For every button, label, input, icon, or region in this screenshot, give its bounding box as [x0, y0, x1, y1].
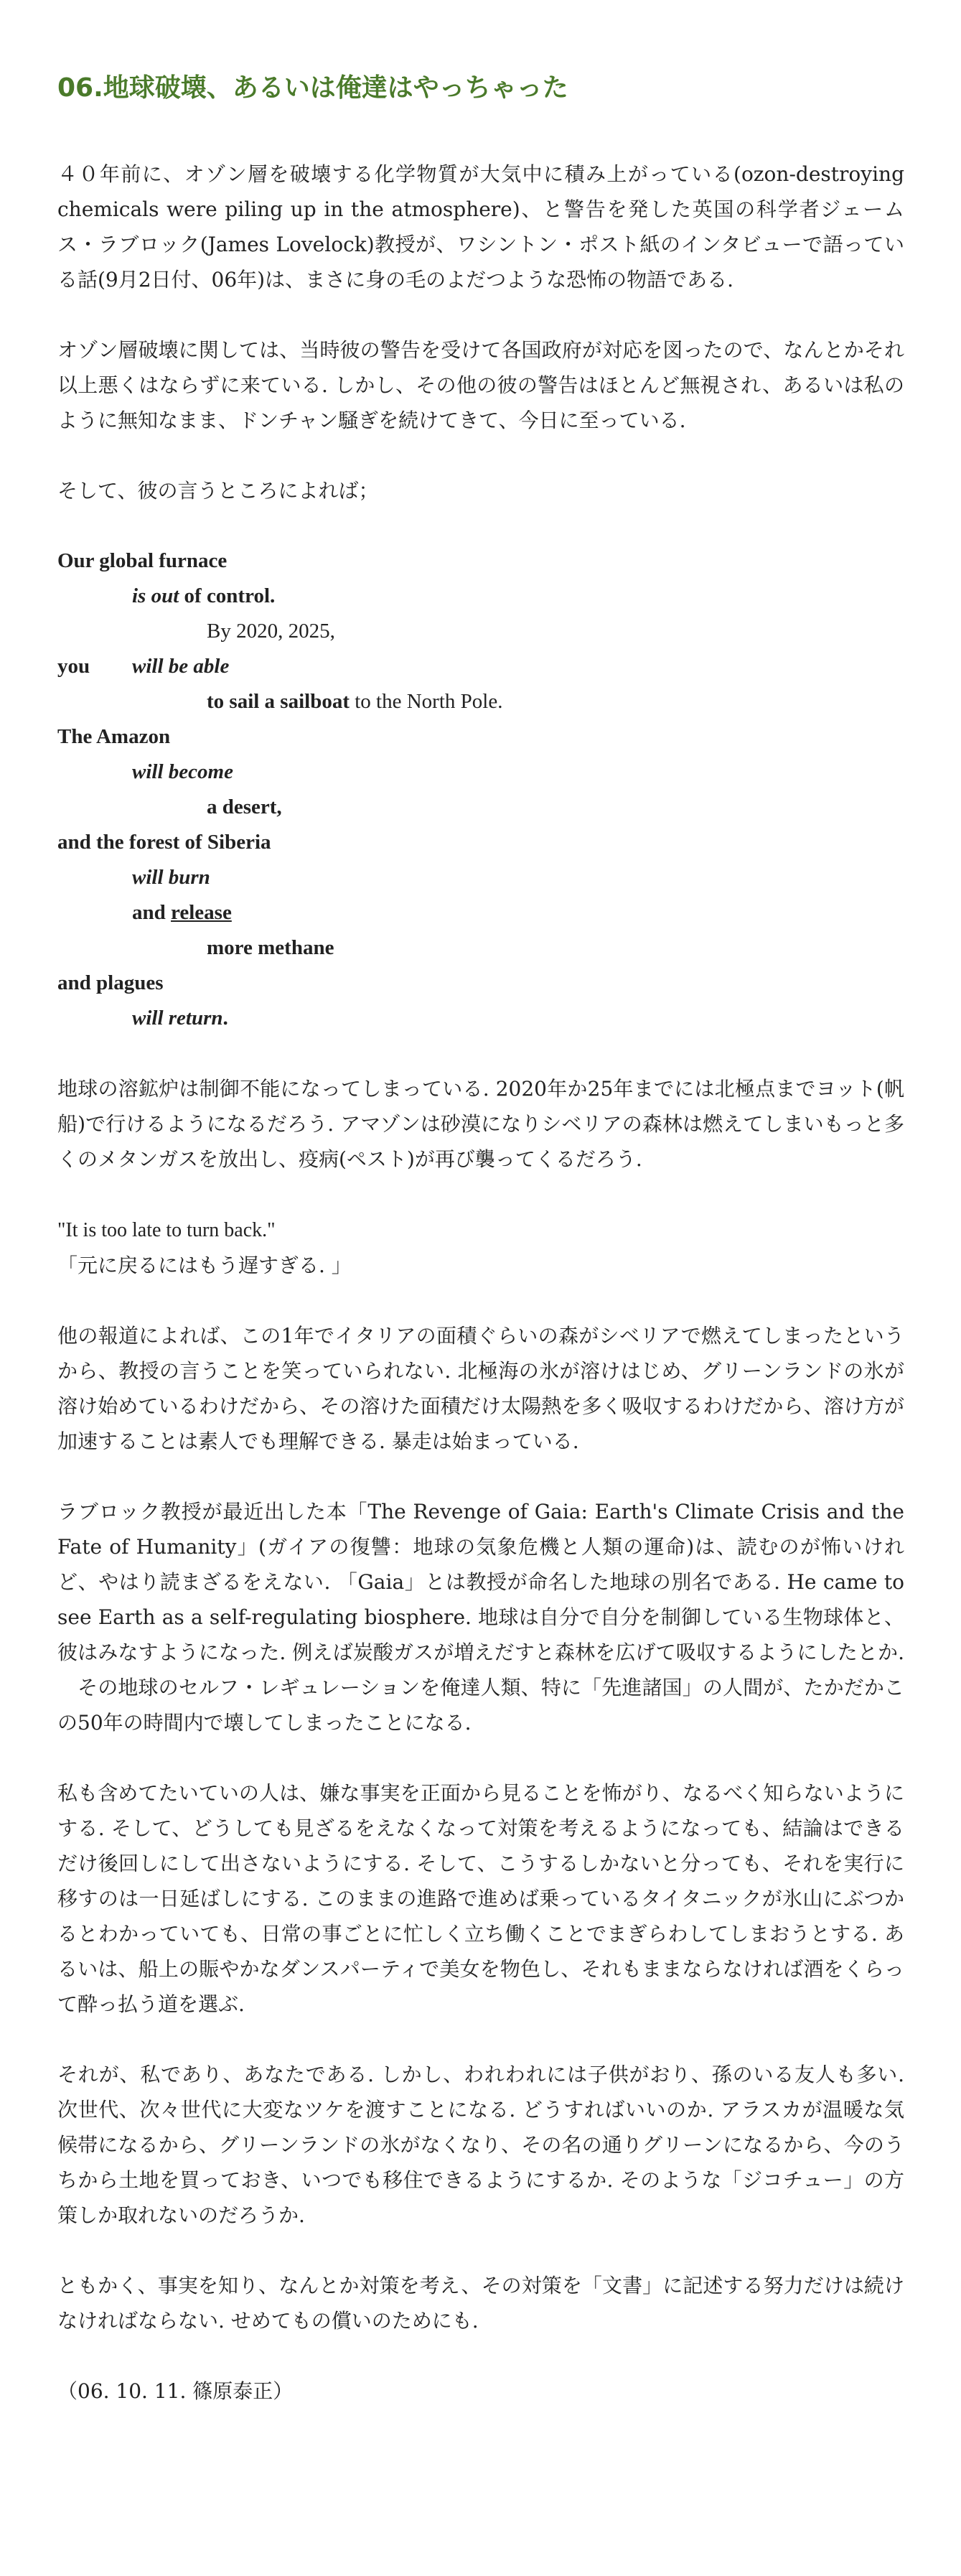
paragraph-7: 私も含めてたいていの人は、嫌な事実を正面から見ることを怖がり、なるべく知らないようにする. そして、どうしても見ざるをえなくなって対策を考えるようになっても、結論はできるだけ後回しにして出さないようにする. そして、こうするしかないと分っても、それを実行に移すのは一日延ばしにする. このままの進路で進めば乗っているタイタニックが氷山にぶつかるとわかっていても、日常の事ごとに忙しく立ち働くことでまぎらわしてしまおうとする. あるいは、船上の賑やかなダンスパーティで美女を物色し、それもままならなければ酒をくらって酔っ払う道を選ぶ. [57, 1781, 904, 2016]
poem-line [57, 684, 904, 719]
paragraph-5: 他の報道によれば、この1年でイタリアの面積ぐらいの森がシベリアで燃えてしまったというから、教授の言うことを笑っていられない. 北極海の氷が溶けはじめ、グリーンランドの氷が溶け始めているわけだから、その溶けた面積だけ太陽熱を多く吸収するわけだから、溶け方が加速することは素人でも理解できる. 暴走は始まっている. [57, 1324, 904, 1453]
poem-line [57, 614, 904, 649]
poem-line [57, 930, 904, 966]
poem-text: The Amazon [57, 725, 171, 748]
poem-line [57, 755, 904, 790]
article-body [57, 157, 904, 2444]
poem-line [57, 579, 904, 614]
poem-text: release [171, 901, 232, 924]
poem-text: will be able [132, 655, 230, 678]
poem-text: and plagues [57, 971, 164, 994]
poem-text: is out [132, 584, 179, 607]
paragraph-2: オゾン層破壊に関しては、当時彼の警告を受けて各国政府が対応を図ったので、なんとかそれ以上悪くはならずに来ている. しかし、その他の彼の警告はほとんど無視され、あるいは私のように無知なまま、ドンチャン騒ぎを続けてきて、今日に至っている. [57, 338, 904, 432]
paragraph-8: それが、私であり、あなたである. しかし、われわれには子供がおり、孫のいる友人も多い. 次世代、次々世代に大変なツケを渡すことになる. どうすればいいのか. アラスカが温暖な気候帯になるから、グリーンランドの氷がなくなり、その名の通りグリーンになるから、今のうちから土地を買っておき、いつでも移住できるようにするか. そのような「ジコチュー」の方策しか取れないのだろうか. [57, 2063, 904, 2227]
poem-text: you [57, 655, 90, 678]
poem-line [57, 895, 904, 930]
english-quote-poem [57, 543, 904, 1036]
poem-line [57, 719, 904, 755]
quote-english: "It is too late to turn back." [57, 1219, 276, 1241]
poem-text: will burn [132, 866, 210, 889]
poem-line [57, 649, 904, 684]
poem-text: will become [132, 760, 233, 783]
poem-line [57, 790, 904, 825]
poem-line [57, 825, 904, 860]
paragraph-9: ともかく、事実を知り、なんとか対策を考え、その対策を「文書」に記述する努力だけは続けなければならない. せめてもの償いのためにも. [57, 2274, 904, 2333]
poem-text: and [132, 901, 172, 924]
poem-text: of control. [179, 584, 276, 607]
paragraph-1: ４０年前に、オゾン層を破壊する化学物質が大気中に積み上がっている(ozon-destroying chemicals were piling up in the atmosphere)、と警告を発した英国の科学者ジェームス・ラブロック(James Lovelock)教授が、ワシントン・ポスト紙のインタビューで語っている話(9月2日付、06年)は、まさに身の毛のよだつような恐怖の物語である. [57, 162, 904, 291]
page-title: 06.地球破壊、あるいは俺達はやっちゃった [57, 73, 568, 103]
poem-line [57, 1001, 904, 1036]
poem-text: to the North Pole. [350, 690, 503, 713]
paragraph-3: そして、彼の言うところによれば； [57, 479, 379, 503]
quote-japanese: 「元に戻るにはもう遅すぎる. 」 [57, 1254, 352, 1277]
quote-block [57, 1212, 904, 1283]
poem-text: will return [132, 1007, 223, 1030]
paragraph-4: 地球の溶鉱炉は制御不能になってしまっている. 2020年か25年までには北極点までヨット(帆船)で行けるようになるだろう. アマゾンは砂漠になりシベリアの森林は燃えてしまいもっと多くのメタンガスを放出し、疫病(ペスト)が再び襲ってくるだろう. [57, 1077, 904, 1171]
poem-text: . [222, 1007, 228, 1030]
poem-line [57, 543, 904, 579]
poem-text: a desert, [207, 795, 282, 818]
signature: （06. 10. 11. 篠原泰正） [57, 2379, 294, 2403]
poem-text: and the forest of Siberia [57, 831, 271, 854]
poem-text: Our global furnace [57, 549, 228, 572]
poem-text: more methane [207, 936, 334, 959]
poem-text: By 2020, 2025, [207, 620, 335, 643]
poem-line [57, 860, 904, 895]
poem-line [57, 966, 904, 1001]
poem-text: to sail a sailboat [207, 690, 350, 713]
paragraph-6: ラブロック教授が最近出した本「The Revenge of Gaia: Earth's Climate Crisis and the Fate of Humanity」(ガイアの復讐：地球の気象危機と人類の運命)は、読むのが怖いけれど、やはり読まざるをえない. 「Gaia」とは教授が命名した地球の別名である. He came to see Earth as a self-regulating biosphere. 地球は自分で自分を制御している生物球体と、彼はみなすようになった. 例えば炭酸ガスが増えだすと森林を広げて吸収するようにしたとか. その地球のセルフ・レギュレーションを俺達人類、特に「先進諸国」の人間が、たかだかこの50年の時間内で壊してしまったことになる. [57, 1500, 904, 1735]
